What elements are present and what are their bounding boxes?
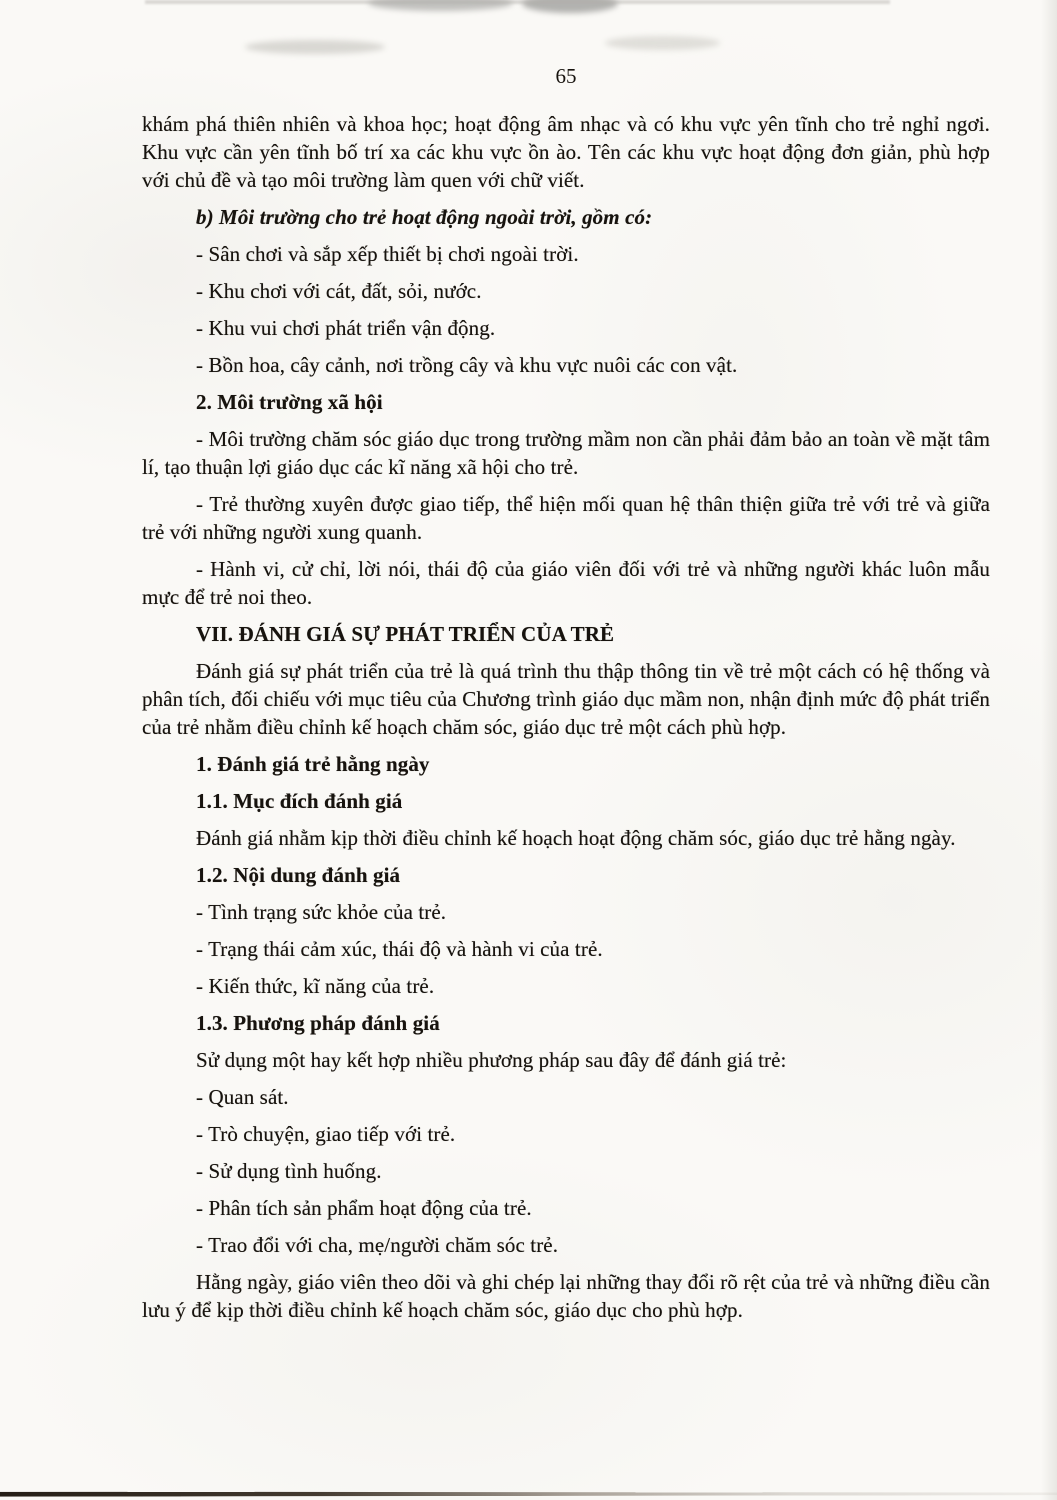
- heading-1-daily-assessment: 1. Đánh giá trẻ hằng ngày: [196, 752, 430, 776]
- paragraph: Đánh giá sự phát triển của trẻ là quá trình thu thập thông tin về trẻ một cách có hệ thống và phân tích, đối chiếu với mục tiêu của Chương trình giáo dục mầm non, nhận định mức độ phát triển của trẻ nhằm điều chỉnh kế hoạch chăm sóc, giáo dục trẻ một cách phù hợp.: [142, 659, 990, 739]
- document-content: [142, 0, 990, 1333]
- list-item: - Bồn hoa, cây cảnh, nơi trồng cây và khu vực nuôi các con vật.: [196, 353, 738, 377]
- list-item: - Sân chơi và sắp xếp thiết bị chơi ngoài trời.: [196, 242, 579, 266]
- heading-b-outdoor-environment: b) Môi trường cho trẻ hoạt động ngoài trời, gồm có:: [196, 205, 653, 229]
- paragraph: Đánh giá nhằm kịp thời điều chỉnh kế hoạch hoạt động chăm sóc, giáo dục trẻ hằng ngày.: [196, 826, 956, 850]
- heading-1-1-assessment-purpose: 1.1. Mục đích đánh giá: [196, 789, 403, 813]
- heading-vii-child-development-assessment: VII. ĐÁNH GIÁ SỰ PHÁT TRIỂN CỦA TRẺ: [196, 622, 615, 646]
- list-item: - Sử dụng tình huống.: [196, 1159, 382, 1183]
- paragraph: - Trẻ thường xuyên được giao tiếp, thể hiện mối quan hệ thân thiện giữa trẻ với trẻ và giữa trẻ với những người xung quanh.: [142, 492, 990, 544]
- list-item: - Trạng thái cảm xúc, thái độ và hành vi của trẻ.: [196, 937, 603, 961]
- list-item: - Trò chuyện, giao tiếp với trẻ.: [196, 1122, 456, 1146]
- list-item: - Phân tích sản phẩm hoạt động của trẻ.: [196, 1196, 532, 1220]
- heading-1-2-assessment-content: 1.2. Nội dung đánh giá: [196, 863, 401, 887]
- heading-2-social-environment: 2. Môi trường xã hội: [196, 390, 383, 414]
- paragraph: Hằng ngày, giáo viên theo dõi và ghi chép lại những thay đổi rõ rệt của trẻ và những điều cần lưu ý để kịp thời điều chỉnh kế hoạch chăm sóc, giáo dục cho phù hợp.: [142, 1270, 990, 1322]
- list-item: - Khu chơi với cát, đất, sỏi, nước.: [196, 279, 482, 303]
- scan-bottom-edge-line: [0, 1490, 1057, 1496]
- scan-right-edge-shade: [1041, 0, 1057, 1500]
- list-item: - Quan sát.: [196, 1085, 289, 1109]
- list-item: - Tình trạng sức khỏe của trẻ.: [196, 900, 447, 924]
- paragraph: Sử dụng một hay kết hợp nhiều phương pháp sau đây để đánh giá trẻ:: [196, 1048, 787, 1072]
- heading-1-3-assessment-methods: 1.3. Phương pháp đánh giá: [196, 1011, 440, 1035]
- paragraph: - Môi trường chăm sóc giáo dục trong trường mầm non cần phải đảm bảo an toàn về mặt tâm lí, tạo thuận lợi giáo dục các kĩ năng xã hội cho trẻ.: [142, 427, 990, 479]
- paragraph: - Hành vi, cử chỉ, lời nói, thái độ của giáo viên đối với trẻ và những người khác luôn mẫu mực để trẻ noi theo.: [142, 557, 990, 609]
- list-item: - Kiến thức, kĩ năng của trẻ.: [196, 974, 435, 998]
- paragraph-continued: khám phá thiên nhiên và khoa học; hoạt động âm nhạc và có khu vực yên tĩnh cho trẻ nghỉ ngơi. Khu vực cần yên tĩnh bố trí xa các khu vực ồn ào. Tên các khu vực hoạt động đơn giản, phù hợp với chủ đề và tạo môi trường làm quen với chữ viết.: [142, 112, 990, 192]
- page-number: 65: [555, 64, 577, 88]
- list-item: - Trao đổi với cha, mẹ/người chăm sóc trẻ.: [196, 1233, 559, 1257]
- list-item: - Khu vui chơi phát triển vận động.: [196, 316, 496, 340]
